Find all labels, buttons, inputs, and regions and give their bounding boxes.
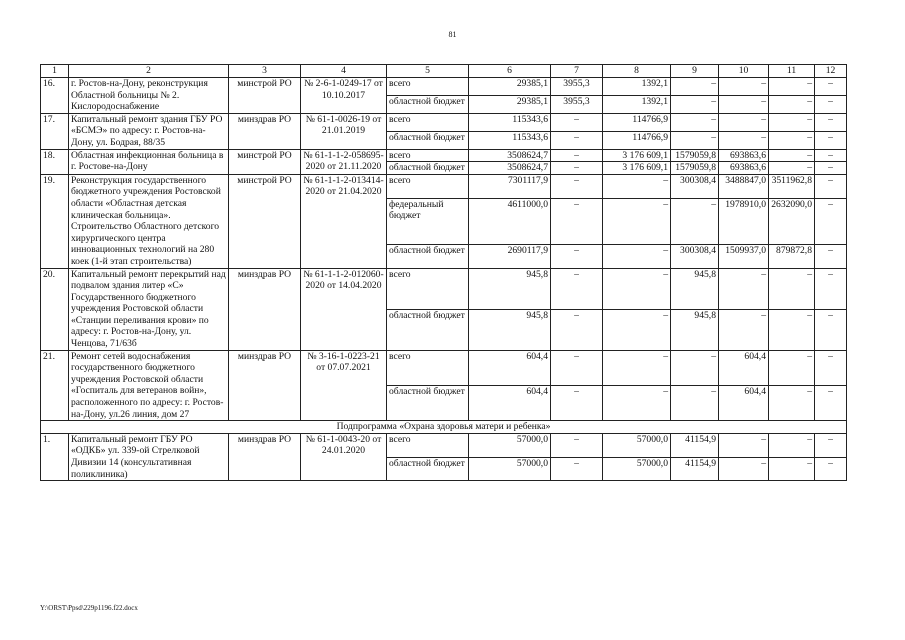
header-cell: 2: [69, 65, 229, 78]
file-path-footer: Y:\ORST\Ppsd\229p1196.f22.docx: [40, 604, 138, 612]
object-name: Капитальный ремонт перекрытий над подвалом здания литер «С» Государственного бюджетного учреждения Ростовской области «Станции переливания крови» по адресу: г. Ростов-на-Дону, ул. Ченцова, 71/63б: [69, 268, 229, 350]
header-cell: 6: [469, 65, 551, 78]
header-cell: 10: [719, 65, 769, 78]
amount-cell: –: [671, 350, 719, 385]
funding-source: областной бюджет: [387, 162, 469, 175]
amount-cell: 3955,3: [551, 95, 603, 113]
header-cell: 4: [301, 65, 387, 78]
amount-cell: –: [671, 131, 719, 149]
amount-cell: 1392,1: [603, 78, 671, 96]
amount-cell: –: [815, 350, 847, 385]
table-row: [41, 350, 847, 385]
amount-cell: –: [551, 457, 603, 481]
funding-source: всего: [387, 433, 469, 457]
expertise-conclusion: № 3-16-1-0223-21 от 07.07.2021: [301, 350, 387, 421]
amount-cell: –: [815, 95, 847, 113]
amount-cell: 693863,6: [719, 149, 769, 162]
amount-cell: –: [815, 198, 847, 244]
amount-cell: 3508624,7: [469, 149, 551, 162]
amount-cell: 115343,6: [469, 131, 551, 149]
amount-cell: –: [815, 244, 847, 268]
object-name: Капитальный ремонт здания ГБУ РО «БСМЭ» по адресу: г. Ростов-на-Дону, ул. Бодрая, 88/35: [69, 113, 229, 149]
amount-cell: –: [551, 149, 603, 162]
amount-cell: –: [815, 149, 847, 162]
object-name: Областная инфекционная больница в г. Ростове-на-Дону: [69, 149, 229, 174]
row-number: 17.: [41, 113, 69, 149]
amount-cell: –: [815, 131, 847, 149]
amount-cell: –: [671, 198, 719, 244]
amount-cell: 604,4: [719, 385, 769, 420]
amount-cell: 2690117,9: [469, 244, 551, 268]
amount-cell: 693863,6: [719, 162, 769, 175]
amount-cell: 4611000,0: [469, 198, 551, 244]
amount-cell: –: [551, 113, 603, 131]
amount-cell: –: [719, 131, 769, 149]
amount-cell: 945,8: [671, 268, 719, 309]
header-cell: 5: [387, 65, 469, 78]
amount-cell: –: [769, 433, 815, 457]
expertise-conclusion: № 61-1-0043-20 от 24.01.2020: [301, 433, 387, 480]
amount-cell: –: [769, 131, 815, 149]
funding-source: всего: [387, 78, 469, 96]
amount-cell: –: [671, 385, 719, 420]
amount-cell: –: [551, 309, 603, 350]
amount-cell: 115343,6: [469, 113, 551, 131]
amount-cell: 2632090,0: [769, 198, 815, 244]
amount-cell: –: [671, 95, 719, 113]
header-cell: 1: [41, 65, 69, 78]
amount-cell: –: [769, 149, 815, 162]
amount-cell: –: [603, 268, 671, 309]
amount-cell: –: [603, 350, 671, 385]
row-number: 18.: [41, 149, 69, 174]
amount-cell: –: [815, 113, 847, 131]
table-row: [41, 433, 847, 457]
funding-source: всего: [387, 174, 469, 198]
expertise-conclusion: № 2-6-1-0249-17 от 10.10.2017: [301, 78, 387, 114]
amount-cell: 879872,8: [769, 244, 815, 268]
amount-cell: 1509937,0: [719, 244, 769, 268]
amount-cell: –: [769, 350, 815, 385]
amount-cell: –: [719, 457, 769, 481]
funding-source: областной бюджет: [387, 244, 469, 268]
funding-source: областной бюджет: [387, 457, 469, 481]
amount-cell: –: [671, 78, 719, 96]
amount-cell: –: [815, 433, 847, 457]
header-row: [41, 65, 847, 78]
amount-cell: –: [551, 162, 603, 175]
row-number: 16.: [41, 78, 69, 114]
expertise-conclusion: № 61-1-1-2-013414-2020 от 21.04.2020: [301, 174, 387, 268]
amount-cell: –: [719, 78, 769, 96]
amount-cell: –: [603, 309, 671, 350]
table-row: [41, 78, 847, 96]
amount-cell: 41154,9: [671, 433, 719, 457]
subprogram-title: Подпрограмма «Охрана здоровья матери и ребенка»: [41, 421, 847, 434]
table-row: [41, 174, 847, 198]
funding-source: всего: [387, 350, 469, 385]
amount-cell: –: [551, 433, 603, 457]
funding-source: всего: [387, 268, 469, 309]
table-row: [41, 149, 847, 162]
amount-cell: 41154,9: [671, 457, 719, 481]
responsible-executor: минздрав РО: [229, 350, 301, 421]
amount-cell: –: [815, 162, 847, 175]
amount-cell: –: [603, 174, 671, 198]
funding-source: областной бюджет: [387, 95, 469, 113]
object-name: Капитальный ремонт ГБУ РО «ОДКБ» ул. 339-ой Стрелковой Дивизии 14 (консультативная поликлиника): [69, 433, 229, 480]
amount-cell: –: [815, 457, 847, 481]
responsible-executor: минздрав РО: [229, 113, 301, 149]
amount-cell: –: [769, 309, 815, 350]
financing-table: [40, 64, 847, 481]
amount-cell: 945,8: [469, 309, 551, 350]
amount-cell: 945,8: [671, 309, 719, 350]
amount-cell: –: [719, 433, 769, 457]
amount-cell: 604,4: [719, 350, 769, 385]
amount-cell: –: [719, 113, 769, 131]
amount-cell: –: [769, 95, 815, 113]
amount-cell: 114766,9: [603, 113, 671, 131]
amount-cell: 945,8: [469, 268, 551, 309]
object-name: Ремонт сетей водоснабжения государственного бюджетного учреждения Ростовской области «Госпиталь для ветеранов войн», расположенного по адресу: г. Ростов-на-Дону, ул.26 линия, дом 27: [69, 350, 229, 421]
responsible-executor: минстрой РО: [229, 149, 301, 174]
amount-cell: 3488847,0: [719, 174, 769, 198]
amount-cell: 3511962,8: [769, 174, 815, 198]
funding-source: областной бюджет: [387, 385, 469, 420]
amount-cell: –: [815, 174, 847, 198]
amount-cell: –: [551, 198, 603, 244]
funding-source: федеральный бюджет: [387, 198, 469, 244]
amount-cell: –: [551, 131, 603, 149]
amount-cell: 3 176 609,1: [603, 162, 671, 175]
amount-cell: –: [815, 309, 847, 350]
expertise-conclusion: № 61-1-1-2-058695-2020 от 21.11.2020: [301, 149, 387, 174]
amount-cell: 7301117,9: [469, 174, 551, 198]
responsible-executor: минстрой РО: [229, 174, 301, 268]
header-cell: 7: [551, 65, 603, 78]
amount-cell: 3955,3: [551, 78, 603, 96]
amount-cell: –: [603, 244, 671, 268]
header-cell: 9: [671, 65, 719, 78]
amount-cell: –: [551, 350, 603, 385]
table-row: [41, 268, 847, 309]
amount-cell: –: [769, 78, 815, 96]
amount-cell: –: [769, 113, 815, 131]
amount-cell: –: [551, 268, 603, 309]
responsible-executor: минздрав РО: [229, 268, 301, 350]
amount-cell: 1579059,8: [671, 162, 719, 175]
amount-cell: –: [769, 385, 815, 420]
object-name: Реконструкция государственного бюджетного учреждения Ростовской области «Областная детская клиническая больница». Строительство Областного детского хирургического центра инновационных технологий на 280 коек (1-й этап строительства): [69, 174, 229, 268]
amount-cell: 1978910,0: [719, 198, 769, 244]
amount-cell: 604,4: [469, 350, 551, 385]
amount-cell: 300308,4: [671, 174, 719, 198]
amount-cell: –: [671, 113, 719, 131]
funding-source: всего: [387, 113, 469, 131]
amount-cell: –: [603, 385, 671, 420]
funding-source: областной бюджет: [387, 309, 469, 350]
expertise-conclusion: № 61-1-0026-19 от 21.01.2019: [301, 113, 387, 149]
expertise-conclusion: № 61-1-1-2-012060-2020 от 14.04.2020: [301, 268, 387, 350]
responsible-executor: минздрав РО: [229, 433, 301, 480]
amount-cell: –: [719, 95, 769, 113]
row-number: 1.: [41, 433, 69, 480]
amount-cell: 3 176 609,1: [603, 149, 671, 162]
amount-cell: 3508624,7: [469, 162, 551, 175]
amount-cell: –: [769, 268, 815, 309]
row-number: 19.: [41, 174, 69, 268]
amount-cell: 57000,0: [603, 433, 671, 457]
amount-cell: 114766,9: [603, 131, 671, 149]
amount-cell: 57000,0: [469, 457, 551, 481]
row-number: 21.: [41, 350, 69, 421]
funding-source: областной бюджет: [387, 131, 469, 149]
responsible-executor: минстрой РО: [229, 78, 301, 114]
funding-source: всего: [387, 149, 469, 162]
amount-cell: 57000,0: [469, 433, 551, 457]
amount-cell: –: [719, 309, 769, 350]
page-number: 81: [448, 30, 457, 39]
header-cell: 3: [229, 65, 301, 78]
amount-cell: 300308,4: [671, 244, 719, 268]
header-cell: 8: [603, 65, 671, 78]
table-row: [41, 113, 847, 131]
amount-cell: –: [815, 268, 847, 309]
amount-cell: 604,4: [469, 385, 551, 420]
amount-cell: 29385,1: [469, 95, 551, 113]
header-cell: 11: [769, 65, 815, 78]
amount-cell: 1392,1: [603, 95, 671, 113]
amount-cell: 29385,1: [469, 78, 551, 96]
subprogram-row: [41, 421, 847, 434]
amount-cell: 57000,0: [603, 457, 671, 481]
amount-cell: –: [815, 385, 847, 420]
amount-cell: –: [769, 162, 815, 175]
header-cell: 12: [815, 65, 847, 78]
row-number: 20.: [41, 268, 69, 350]
amount-cell: –: [551, 244, 603, 268]
amount-cell: –: [603, 198, 671, 244]
amount-cell: 1579059,8: [671, 149, 719, 162]
object-name: г. Ростов-на-Дону, реконструкция Областной больницы № 2. Кислородоснабжение: [69, 78, 229, 114]
amount-cell: –: [769, 457, 815, 481]
amount-cell: –: [815, 78, 847, 96]
amount-cell: –: [551, 385, 603, 420]
amount-cell: –: [551, 174, 603, 198]
amount-cell: –: [719, 268, 769, 309]
